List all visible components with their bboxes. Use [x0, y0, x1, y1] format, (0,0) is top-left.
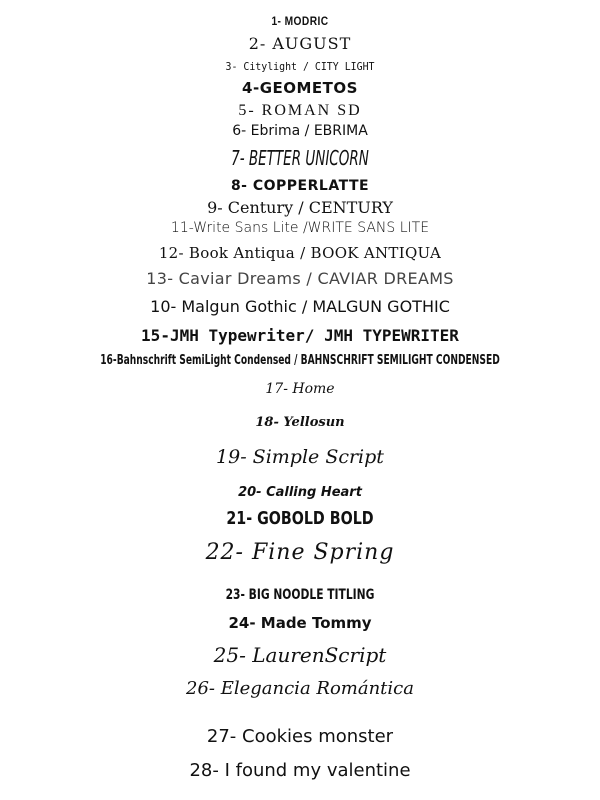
- font-sample-line: 18- Yellosun: [255, 415, 345, 430]
- font-sample-line: 23- BIG NOODLE TITLING: [225, 587, 375, 603]
- font-sample-line: 3- Citylight / CITY LIGHT: [225, 60, 375, 73]
- font-sample-line: 7- BETTER UNICORN: [231, 146, 369, 170]
- font-sample-line: 19- Simple Script: [216, 446, 384, 468]
- font-sample-line: 16-Bahnschrift SemiLight Condensed / BAHNSCHRIFT SEMILIGHT CONDENSED: [100, 353, 500, 368]
- font-sample-line: 17- Home: [265, 381, 335, 397]
- font-sample-line: 21- GOBOLD BOLD: [226, 508, 374, 529]
- font-sample-line: 10- Malgun Gothic / MALGUN GOTHIC: [150, 297, 450, 316]
- font-sample-line: 25- LaurenScript: [213, 643, 387, 667]
- font-sample-line: 9- Century / CENTURY: [207, 198, 393, 217]
- font-sample-line: 27- Cookies monster: [206, 726, 394, 747]
- font-sample-line: 4-GEOMETOS: [242, 79, 358, 97]
- font-sample-line: 5- ROMAN SD: [238, 102, 362, 119]
- font-sample-line: 6- Ebrima / EBRIMA: [232, 123, 368, 139]
- font-sample-line: 12- Book Antiqua / BOOK ANTIQUA: [158, 244, 442, 262]
- font-sample-line: 20- Calling Heart: [238, 485, 362, 500]
- font-sample-line: 11-Write Sans Lite /WRITE SANS LITE: [170, 220, 430, 236]
- font-sample-line: 8- COPPERLATTE: [230, 178, 370, 194]
- font-sample-line: 2- AUGUST: [248, 34, 352, 53]
- font-sample-line: 24- Made Tommy: [228, 614, 372, 632]
- font-sample-line: 13- Caviar Dreams / CAVIAR DREAMS: [146, 269, 454, 288]
- font-sample-line: 15-JMH Typewriter/ JMH TYPEWRITER: [141, 326, 459, 345]
- font-sample-line: 28- I found my valentine: [189, 760, 411, 781]
- font-sample-line: 26- Elegancia Romántica: [186, 678, 414, 699]
- font-sample-line: 22- Fine Spring: [205, 540, 395, 565]
- font-sample-line: 1- MODRIC: [271, 14, 329, 28]
